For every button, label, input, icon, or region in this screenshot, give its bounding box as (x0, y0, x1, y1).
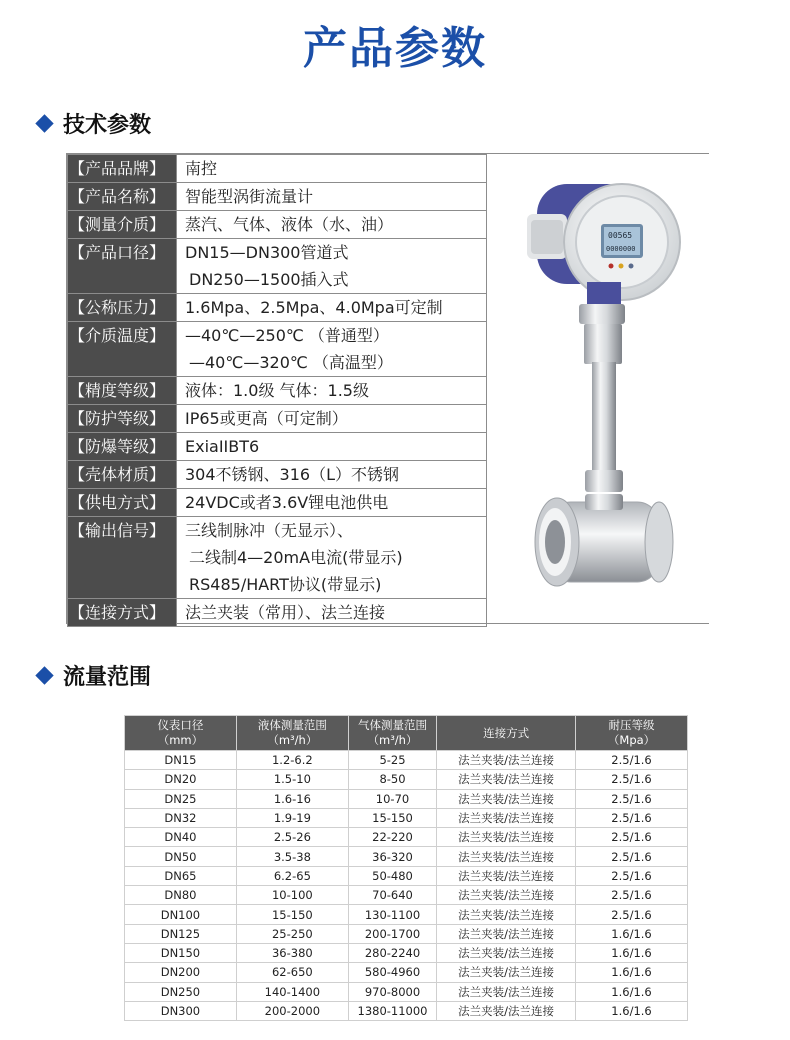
spec-row (68, 183, 487, 211)
table-cell: DN150 (125, 943, 237, 962)
table-row (125, 866, 688, 885)
spec-label (68, 294, 177, 322)
spec-value (177, 155, 487, 183)
table-cell: 2.5/1.6 (576, 886, 688, 905)
product-image (486, 154, 709, 623)
spec-label-text: 【防爆等级】 (69, 437, 166, 456)
spec-row (68, 405, 487, 433)
spec-value-line: IP65或更高（可定制） (185, 409, 348, 428)
spec-label (68, 377, 177, 405)
spec-value-line: —40℃—320℃ （高温型） (189, 353, 393, 372)
table-row (125, 982, 688, 1001)
diamond-bullet-icon (35, 114, 53, 132)
spec-value-line: DN15—DN300管道式 (185, 243, 349, 262)
header-line1: 仪表口径 (157, 718, 204, 732)
table-cell: 25-250 (236, 924, 348, 943)
spec-label-text: 【测量介质】 (69, 215, 166, 234)
spec-value (177, 322, 487, 377)
spec-label (68, 155, 177, 183)
table-cell: 1.6/1.6 (576, 982, 688, 1001)
spec-row (68, 155, 487, 183)
table-cell: 法兰夹装/法兰连接 (437, 963, 576, 982)
table-cell: DN25 (125, 789, 237, 808)
spec-label (68, 211, 177, 239)
table-cell: 2.5/1.6 (576, 789, 688, 808)
table-cell: 2.5/1.6 (576, 905, 688, 924)
table-cell: 2.5-26 (236, 828, 348, 847)
page-title: 产品参数 (303, 23, 487, 74)
table-cell: 36-320 (348, 847, 436, 866)
table-cell: 62-650 (236, 963, 348, 982)
spec-value (177, 433, 487, 461)
table-row (125, 751, 688, 770)
table-cell: 1.6-16 (236, 789, 348, 808)
spec-label (68, 239, 177, 294)
table-row (125, 770, 688, 789)
header-line1: 气体测量范围 (358, 718, 427, 732)
spec-value (177, 211, 487, 239)
header-line2: （m³/h） (367, 733, 418, 747)
spec-row (68, 599, 487, 627)
spec-value-line: 1.6Mpa、2.5Mpa、4.0Mpa可定制 (185, 298, 443, 317)
table-cell: 22-220 (348, 828, 436, 847)
spec-label (68, 183, 177, 211)
spec-value-line: 智能型涡街流量计 (185, 187, 314, 206)
table-cell: 10-70 (348, 789, 436, 808)
spec-row (68, 517, 487, 599)
spec-value-line: 二线制4—20mA电流(带显示) (189, 548, 403, 567)
spec-label (68, 489, 177, 517)
table-cell: DN65 (125, 866, 237, 885)
table-row (125, 905, 688, 924)
table-cell: 法兰夹装/法兰连接 (437, 905, 576, 924)
spec-label-text: 【产品品牌】 (69, 159, 166, 178)
table-cell: 3.5-38 (236, 847, 348, 866)
table-cell: 1.9-19 (236, 808, 348, 827)
table-cell: DN200 (125, 963, 237, 982)
table-cell: DN125 (125, 924, 237, 943)
spec-value-line: RS485/HART协议(带显示) (189, 575, 382, 594)
table-cell: 2.5/1.6 (576, 828, 688, 847)
table-cell: 1.2-6.2 (236, 751, 348, 770)
table-row (125, 943, 688, 962)
table-cell: 法兰夹装/法兰连接 (437, 886, 576, 905)
flow-section-title: 流量范围 (63, 665, 152, 690)
spec-value (177, 183, 487, 211)
spec-label (68, 433, 177, 461)
spec-value (177, 489, 487, 517)
table-cell: 法兰夹装/法兰连接 (437, 789, 576, 808)
spec-label (68, 322, 177, 377)
table-row (125, 789, 688, 808)
spec-label-text: 【介质温度】 (69, 326, 166, 345)
table-cell: DN80 (125, 886, 237, 905)
header-line2: （Mpa） (607, 733, 656, 747)
spec-label-text: 【连接方式】 (69, 603, 166, 622)
table-cell: 10-100 (236, 886, 348, 905)
table-row (125, 1001, 688, 1020)
spec-row (68, 461, 487, 489)
spec-value (177, 517, 487, 599)
diamond-bullet-icon (35, 666, 53, 684)
table-cell: 130-1100 (348, 905, 436, 924)
spec-value-line: 南控 (185, 159, 218, 178)
spec-label-text: 【产品名称】 (69, 187, 166, 206)
flow-range-table (124, 715, 688, 1021)
table-cell: 15-150 (236, 905, 348, 924)
spec-row (68, 294, 487, 322)
table-cell: 法兰夹装/法兰连接 (437, 828, 576, 847)
table-row (125, 886, 688, 905)
spec-row (68, 433, 487, 461)
spec-row (68, 489, 487, 517)
table-cell: 2.5/1.6 (576, 866, 688, 885)
flow-table-header (437, 716, 576, 751)
spec-value-line: 液体：1.0级 气体：1.5级 (185, 381, 369, 400)
flow-table-header (236, 716, 348, 751)
spec-value (177, 461, 487, 489)
table-cell: 2.5/1.6 (576, 751, 688, 770)
table-cell: 1.6/1.6 (576, 924, 688, 943)
table-cell: 970-8000 (348, 982, 436, 1001)
flow-table-header (576, 716, 688, 751)
spec-value-line: 304不锈钢、316（L）不锈钢 (185, 465, 399, 484)
spec-label-text: 【输出信号】 (69, 521, 166, 540)
table-cell: 2.5/1.6 (576, 770, 688, 789)
table-cell: 1.5-10 (236, 770, 348, 789)
tech-section-title: 技术参数 (63, 113, 152, 138)
table-cell: 2.5/1.6 (576, 847, 688, 866)
spec-table (67, 154, 487, 627)
spec-value-line: 法兰夹装（常用）、法兰连接 (185, 603, 386, 622)
spec-value (177, 377, 487, 405)
table-cell: 1380-11000 (348, 1001, 436, 1020)
spec-label-text: 【精度等级】 (69, 381, 166, 400)
spec-row (68, 377, 487, 405)
table-cell: DN100 (125, 905, 237, 924)
table-cell: 580-4960 (348, 963, 436, 982)
table-cell: DN50 (125, 847, 237, 866)
table-cell: DN300 (125, 1001, 237, 1020)
table-cell: 1.6/1.6 (576, 963, 688, 982)
table-cell: DN40 (125, 828, 237, 847)
spec-value (177, 239, 487, 294)
spec-label-text: 【公称压力】 (69, 298, 166, 317)
device-display-line2: 0000000 (606, 245, 636, 253)
table-row (125, 808, 688, 827)
table-cell: 8-50 (348, 770, 436, 789)
spec-value (177, 405, 487, 433)
spec-value-line: ExiaIIBT6 (185, 437, 260, 456)
spec-row (68, 211, 487, 239)
table-cell: 法兰夹装/法兰连接 (437, 924, 576, 943)
table-cell: 6.2-65 (236, 866, 348, 885)
table-cell: 法兰夹装/法兰连接 (437, 943, 576, 962)
table-cell: DN250 (125, 982, 237, 1001)
table-row (125, 963, 688, 982)
header-line1: 液体测量范围 (257, 718, 327, 732)
vortex-flowmeter-illustration (487, 154, 709, 623)
table-cell: 法兰夹装/法兰连接 (437, 866, 576, 885)
spec-label-text: 【壳体材质】 (69, 465, 166, 484)
table-cell: 法兰夹装/法兰连接 (437, 982, 576, 1001)
spec-value (177, 294, 487, 322)
spec-table-container (66, 153, 709, 624)
spec-value-line: 24VDC或者3.6V锂电池供电 (185, 493, 389, 512)
spec-label-text: 【产品口径】 (69, 243, 166, 262)
spec-label (68, 461, 177, 489)
spec-row (68, 239, 487, 294)
table-cell: 15-150 (348, 808, 436, 827)
table-cell: 280-2240 (348, 943, 436, 962)
table-cell: 200-1700 (348, 924, 436, 943)
spec-label (68, 405, 177, 433)
table-cell: 200-2000 (236, 1001, 348, 1020)
table-row (125, 924, 688, 943)
device-display-line1: 00565 (608, 231, 633, 240)
spec-value-line: 蒸汽、气体、液体（水、油） (185, 215, 394, 234)
spec-label-text: 【防护等级】 (69, 409, 166, 428)
table-cell: 法兰夹装/法兰连接 (437, 847, 576, 866)
table-cell: 1.6/1.6 (576, 1001, 688, 1020)
table-cell: DN15 (125, 751, 237, 770)
spec-value-line: DN250—1500插入式 (189, 270, 349, 289)
spec-value-line: —40℃—250℃ （普通型） (185, 326, 389, 345)
spec-value-line: 三线制脉冲（无显示）、 (185, 521, 354, 540)
table-row (125, 828, 688, 847)
header-line2: （m³/h） (267, 733, 318, 747)
spec-row (68, 322, 487, 377)
header-line1: 连接方式 (483, 725, 530, 740)
table-cell: 法兰夹装/法兰连接 (437, 770, 576, 789)
table-cell: 法兰夹装/法兰连接 (437, 808, 576, 827)
table-cell: 法兰夹装/法兰连接 (437, 1001, 576, 1020)
table-cell: 1.6/1.6 (576, 943, 688, 962)
table-cell: 36-380 (236, 943, 348, 962)
table-row (125, 847, 688, 866)
spec-label (68, 517, 177, 599)
spec-value (177, 599, 487, 627)
table-cell: 2.5/1.6 (576, 808, 688, 827)
spec-label-text: 【供电方式】 (69, 493, 166, 512)
header-line2: （mm） (157, 733, 204, 747)
flow-section-heading (38, 660, 151, 691)
flow-table-header (348, 716, 436, 751)
table-cell: 5-25 (348, 751, 436, 770)
table-cell: 140-1400 (236, 982, 348, 1001)
table-cell: 法兰夹装/法兰连接 (437, 751, 576, 770)
table-cell: DN20 (125, 770, 237, 789)
spec-label (68, 599, 177, 627)
flow-table-header (125, 716, 237, 751)
table-cell: DN32 (125, 808, 237, 827)
table-cell: 70-640 (348, 886, 436, 905)
tech-section-heading (38, 108, 151, 139)
table-cell: 50-480 (348, 866, 436, 885)
header-line1: 耐压等级 (608, 718, 655, 732)
